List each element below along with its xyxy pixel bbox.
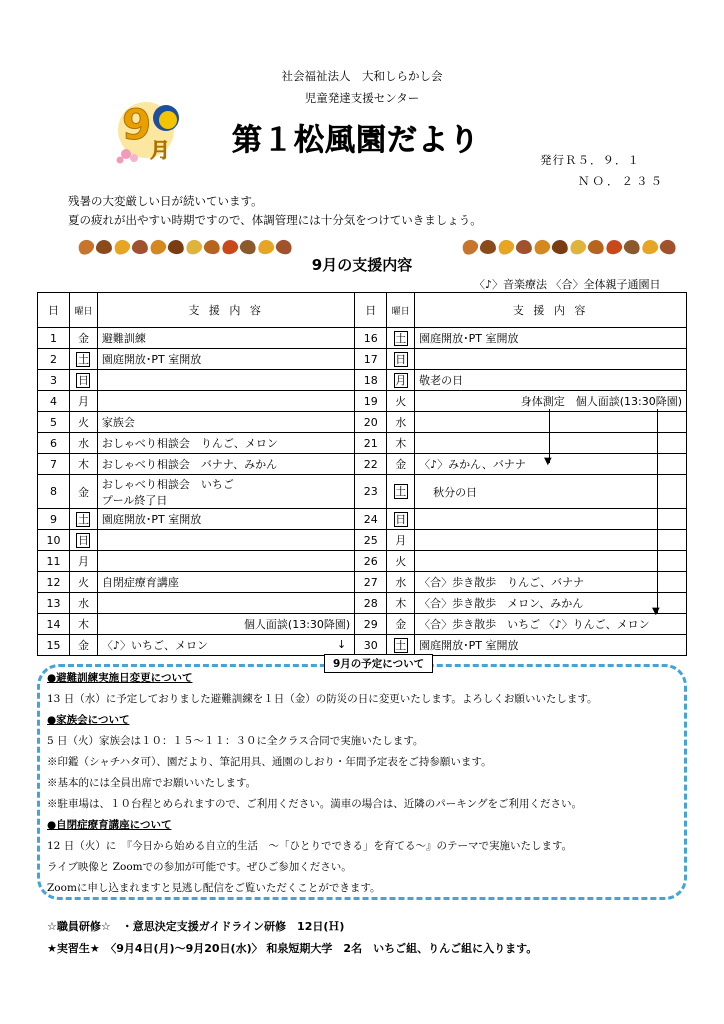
table-row bbox=[38, 509, 687, 530]
day-cell: 19 bbox=[355, 391, 387, 412]
weekday-label: 土 bbox=[77, 512, 89, 526]
content-text: 自閉症療育講座 bbox=[101, 576, 179, 589]
day-cell: 6 bbox=[38, 433, 70, 454]
table-row bbox=[38, 412, 687, 433]
day-cell: 4 bbox=[38, 391, 70, 412]
content-cell bbox=[415, 391, 687, 412]
weekday-label: 金 bbox=[77, 639, 89, 652]
weekday-label: 水 bbox=[395, 416, 407, 429]
weekday-cell bbox=[70, 328, 98, 349]
content-cell bbox=[97, 572, 354, 593]
weekday-label: 火 bbox=[395, 395, 407, 408]
table-row bbox=[38, 593, 687, 614]
weekday-cell bbox=[387, 391, 415, 412]
weekday-cell bbox=[70, 433, 98, 454]
weekday-cell bbox=[387, 530, 415, 551]
content-text: 〈♪〉いちご、メロン bbox=[101, 639, 208, 652]
schedule-section-title: 9月の支援内容 bbox=[311, 256, 413, 274]
header-content: 支 援 内 容 bbox=[97, 293, 354, 328]
weekday-label: 水 bbox=[77, 437, 89, 450]
notice-text-autism-1: 12 日（火）に 『今日から始める自立的生活 ～「ひとりでできる」を育てる～』のテーマで実施いたします。 bbox=[47, 840, 573, 852]
content-cell bbox=[97, 370, 354, 391]
schedule-legend: 〈♪〉音楽療法 〈合〉全体親子通園日 bbox=[474, 278, 661, 291]
weekday-cell bbox=[387, 412, 415, 433]
notice-text-autism-2: ライブ映像と Zoomでの参加が可能です。ぜひご参加ください。 bbox=[47, 861, 352, 873]
notice-heading-evacuation: ●避難訓練実施日変更について bbox=[47, 672, 193, 684]
day-cell: 17 bbox=[355, 349, 387, 370]
day-cell: 16 bbox=[355, 328, 387, 349]
weekday-label: 金 bbox=[395, 458, 407, 471]
weekday-cell bbox=[70, 614, 98, 635]
header-day-2: 日 bbox=[355, 293, 387, 328]
autumn-leaf-icon bbox=[131, 239, 148, 255]
header-day: 日 bbox=[38, 293, 70, 328]
day-cell: 22 bbox=[355, 454, 387, 475]
weekday-label: 木 bbox=[395, 437, 407, 450]
badge-month-number: 9 bbox=[122, 100, 152, 149]
content-cell bbox=[415, 475, 687, 509]
organization-name: 社会福祉法人 大和しらかし会 bbox=[281, 69, 443, 83]
notice-text-autism-3: Zoomに申し込まれますと見逃し配信をご覧いただくことができます。 bbox=[47, 882, 381, 894]
content-text: 〈♪〉みかん、バナナ bbox=[419, 458, 526, 471]
content-text: おしゃべり相談会 バナナ、みかん bbox=[101, 458, 278, 471]
day-cell: 3 bbox=[38, 370, 70, 391]
content-text: 園庭開放･PT 室開放 bbox=[101, 353, 202, 366]
weekday-label: 火 bbox=[77, 416, 89, 429]
content-cell bbox=[97, 593, 354, 614]
day-cell: 12 bbox=[38, 572, 70, 593]
weekday-cell bbox=[387, 593, 415, 614]
content-cell bbox=[415, 614, 687, 635]
weekday-cell bbox=[70, 454, 98, 475]
weekday-cell bbox=[387, 454, 415, 475]
content-cell bbox=[97, 509, 354, 530]
weekday-cell bbox=[70, 509, 98, 530]
notice-text-family-1: 5 日（火）家族会は１０：１５～１１：３０に全クラス合同で実施いたします。 bbox=[47, 735, 424, 747]
weekday-label: 日 bbox=[395, 352, 407, 366]
notice-heading-autism: ●自閉症療育講座について bbox=[47, 819, 172, 831]
table-row bbox=[38, 635, 687, 656]
content-cell bbox=[415, 328, 687, 349]
weekday-label: 金 bbox=[395, 618, 407, 631]
day-cell: 15 bbox=[38, 635, 70, 656]
table-header-row bbox=[38, 293, 687, 328]
autumn-leaf-icon bbox=[96, 240, 112, 255]
day-cell: 23 bbox=[355, 475, 387, 509]
weekday-cell bbox=[387, 433, 415, 454]
table-row bbox=[38, 614, 687, 635]
content-cell bbox=[415, 349, 687, 370]
month-badge bbox=[108, 98, 188, 168]
arrow-line-measurement bbox=[549, 409, 550, 463]
header-content-2: 支 援 内 容 bbox=[415, 293, 687, 328]
content-cell bbox=[415, 412, 687, 433]
schedule-table bbox=[37, 292, 687, 656]
table-row bbox=[38, 572, 687, 593]
day-cell: 26 bbox=[355, 551, 387, 572]
content-cell bbox=[97, 433, 354, 454]
table-row bbox=[38, 328, 687, 349]
notice-text-family-4: ※駐車場は、１０台程とめられますので、ご利用ください。満車の場合は、近隣のパーキングをご利用ください。 bbox=[47, 798, 582, 810]
content-cell bbox=[97, 391, 354, 412]
content-cell bbox=[97, 551, 354, 572]
day-cell: 9 bbox=[38, 509, 70, 530]
autumn-leaf-icon bbox=[515, 239, 532, 255]
content-cell bbox=[97, 635, 354, 656]
weekday-cell bbox=[387, 614, 415, 635]
autumn-leaf-icon bbox=[480, 240, 496, 255]
weekday-cell bbox=[70, 551, 98, 572]
content-cell bbox=[97, 412, 354, 433]
header-weekday-2: 曜日 bbox=[387, 293, 415, 328]
day-cell: 13 bbox=[38, 593, 70, 614]
table-row bbox=[38, 454, 687, 475]
badge-month-unit: 月 bbox=[150, 138, 170, 162]
content-cell bbox=[415, 433, 687, 454]
notice-text-family-3: ※基本的には全員出席でお願いいたします。 bbox=[47, 777, 257, 789]
content-cell bbox=[415, 530, 687, 551]
content-cell bbox=[415, 509, 687, 530]
weekday-label: 日 bbox=[395, 512, 407, 526]
day-cell: 7 bbox=[38, 454, 70, 475]
weekday-cell bbox=[70, 530, 98, 551]
center-name: 児童発達支援センター bbox=[304, 91, 420, 105]
content-cell bbox=[97, 454, 354, 475]
day-cell: 24 bbox=[355, 509, 387, 530]
issue-number: ＮＯ．２３５ bbox=[578, 174, 665, 188]
continue-arrow-icon: ↓ bbox=[337, 638, 347, 651]
content-text: 避難訓練 bbox=[101, 332, 146, 345]
notice-label: 9月の予定について bbox=[324, 654, 433, 673]
weekday-cell bbox=[70, 475, 98, 509]
content-text: 園庭開放･PT 室開放 bbox=[101, 513, 202, 526]
day-cell: 27 bbox=[355, 572, 387, 593]
weekday-label: 月 bbox=[77, 395, 89, 408]
issue-date: 発行Ｒ５．９．１ bbox=[540, 153, 640, 167]
day-cell: 29 bbox=[355, 614, 387, 635]
autumn-leaf-icon bbox=[551, 239, 569, 256]
weekday-label: 金 bbox=[77, 485, 89, 499]
day-cell: 1 bbox=[38, 328, 70, 349]
weekday-cell bbox=[387, 572, 415, 593]
weekday-label: 日 bbox=[77, 373, 89, 387]
day-cell: 25 bbox=[355, 530, 387, 551]
weekday-cell bbox=[387, 370, 415, 391]
weekday-label: 水 bbox=[395, 576, 407, 589]
table-row bbox=[38, 349, 687, 370]
greeting-line-1: 残暑の大変厳しい日が続いています。 bbox=[68, 194, 263, 208]
content-cell bbox=[415, 593, 687, 614]
content-cell bbox=[97, 614, 354, 635]
day-cell: 20 bbox=[355, 412, 387, 433]
notice-text-family-2: ※印鑑（シャチハタ可）、園だより、筆記用具、通園のしおり・年間予定表をご持参願います。 bbox=[47, 756, 492, 768]
header-weekday: 曜日 bbox=[70, 293, 98, 328]
content-cell bbox=[97, 530, 354, 551]
weekday-label: 水 bbox=[77, 597, 89, 610]
day-cell: 2 bbox=[38, 349, 70, 370]
weekday-cell bbox=[70, 391, 98, 412]
content-text-2: プール終了日 bbox=[101, 493, 168, 507]
content-text: 〈合〉歩き散歩 いちご 〈♪〉りんご、メロン bbox=[419, 618, 650, 631]
weekday-label: 木 bbox=[395, 597, 407, 610]
weekday-label: 月 bbox=[395, 534, 407, 547]
content-text: 身体測定 個人面談(13:30降園) bbox=[520, 395, 682, 408]
weekday-cell bbox=[70, 412, 98, 433]
weekday-cell bbox=[387, 509, 415, 530]
greeting-line-2: 夏の疲れが出やすい時期ですので、体調管理には十分気をつけていきましょう。 bbox=[68, 213, 482, 227]
table-row bbox=[38, 530, 687, 551]
weekday-cell bbox=[387, 475, 415, 509]
day-cell: 18 bbox=[355, 370, 387, 391]
content-cell bbox=[97, 349, 354, 370]
content-cell bbox=[415, 370, 687, 391]
arrow-head-interview: ▼ bbox=[652, 606, 660, 617]
content-text: 家族会 bbox=[101, 416, 135, 429]
weekday-cell bbox=[70, 572, 98, 593]
day-cell: 10 bbox=[38, 530, 70, 551]
weekday-label: 木 bbox=[77, 618, 89, 631]
content-text: おしゃべり相談会 いちご bbox=[101, 477, 234, 491]
content-text: 〈合〉歩き散歩 メロン、みかん bbox=[419, 597, 584, 610]
day-cell: 5 bbox=[38, 412, 70, 433]
weekday-cell bbox=[70, 593, 98, 614]
weekday-label: 日 bbox=[77, 533, 89, 547]
day-cell: 30 bbox=[355, 635, 387, 656]
weekday-cell bbox=[387, 635, 415, 656]
content-cell bbox=[97, 328, 354, 349]
content-text: 秋分の日 bbox=[433, 485, 478, 499]
weekday-cell bbox=[70, 370, 98, 391]
arrow-head-measurement: ▼ bbox=[544, 456, 552, 467]
day-cell: 14 bbox=[38, 614, 70, 635]
weekday-label: 木 bbox=[77, 458, 89, 471]
weekday-cell bbox=[387, 551, 415, 572]
table-row bbox=[38, 433, 687, 454]
weekday-label: 土 bbox=[395, 331, 407, 345]
arrow-line-interview bbox=[657, 409, 658, 613]
content-text: 園庭開放･PT 室開放 bbox=[419, 639, 519, 652]
weekday-label: 土 bbox=[77, 352, 89, 366]
weekday-cell bbox=[70, 635, 98, 656]
day-cell: 28 bbox=[355, 593, 387, 614]
content-text: 〈合〉歩き散歩 りんご、バナナ bbox=[419, 576, 585, 589]
weekday-cell bbox=[387, 349, 415, 370]
day-cell: 8 bbox=[38, 475, 70, 509]
autumn-leaf-icon bbox=[167, 239, 185, 256]
table-row bbox=[38, 475, 687, 509]
weekday-label: 火 bbox=[77, 576, 89, 589]
weekday-label: 土 bbox=[395, 638, 407, 652]
content-text: 敬老の日 bbox=[419, 374, 464, 387]
table-row bbox=[38, 370, 687, 391]
content-text: 園庭開放･PT 室開放 bbox=[419, 332, 519, 345]
weekday-label: 月 bbox=[395, 373, 407, 387]
table-row bbox=[38, 551, 687, 572]
day-cell: 11 bbox=[38, 551, 70, 572]
content-text: 個人面談(13:30降園) bbox=[243, 618, 351, 631]
weekday-label: 月 bbox=[77, 555, 89, 568]
notice-text-evacuation: 13 日（水）に予定しておりました避難訓練を１日（金）の防災の日に変更いたします。よろしくお願いいたします。 bbox=[47, 693, 598, 705]
weekday-label: 金 bbox=[77, 332, 89, 345]
weekday-cell bbox=[70, 349, 98, 370]
notice-heading-family: ●家族会について bbox=[47, 714, 130, 726]
content-cell bbox=[415, 551, 687, 572]
weekday-label: 土 bbox=[395, 485, 407, 498]
staff-training: ☆職員研修☆ ・意思決定支援ガイドライン研修 12日(Ｈ) bbox=[47, 920, 345, 933]
content-cell bbox=[415, 635, 687, 656]
day-cell: 21 bbox=[355, 433, 387, 454]
weekday-cell bbox=[387, 328, 415, 349]
table-row bbox=[38, 391, 687, 412]
newsletter-title: 第１松風園だより bbox=[232, 123, 480, 158]
content-cell bbox=[415, 572, 687, 593]
weekday-label: 火 bbox=[395, 555, 407, 568]
intern-info: ★実習生★ 〈9月4日(月)～9月20日(水)〉 和泉短期大学 2名 いちご組、りんご組に入ります。 bbox=[47, 942, 538, 955]
content-cell bbox=[97, 475, 354, 509]
content-text: おしゃべり相談会 りんご、メロン bbox=[101, 437, 278, 450]
